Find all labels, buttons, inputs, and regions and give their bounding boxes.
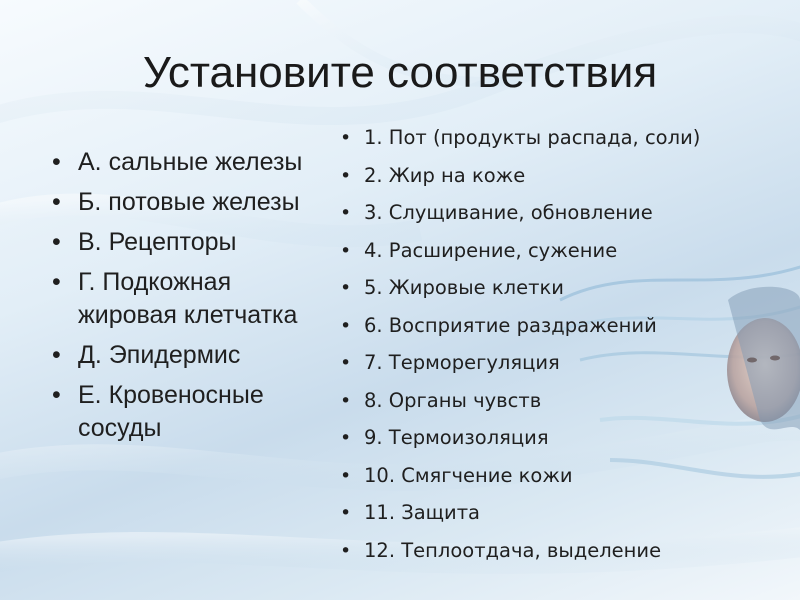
list-item: • Б. потовые железы bbox=[52, 186, 322, 219]
list-item: • 5. Жировые клетки bbox=[338, 276, 778, 314]
list-item: • 1. Пот (продукты распада, соли) bbox=[338, 126, 778, 164]
right-list bbox=[338, 126, 778, 576]
list-item: • Д. Эпидермис bbox=[52, 339, 322, 372]
list-item: • 8. Органы чувств bbox=[338, 389, 778, 427]
list-item: • 6. Восприятие раздражений bbox=[338, 314, 778, 352]
list-item: • 3. Слущивание, обновление bbox=[338, 201, 778, 239]
list-item: • 11. Защита bbox=[338, 501, 778, 539]
slide-title: Установите соответствия bbox=[142, 48, 658, 97]
list-item: • 2. Жир на коже bbox=[338, 164, 778, 202]
list-item: • Е. Кровеносные сосуды bbox=[52, 379, 322, 445]
list-item: • А. сальные железы bbox=[52, 146, 322, 179]
list-item: • 12. Теплоотдача, выделение bbox=[338, 539, 778, 577]
list-item: • 7. Терморегуляция bbox=[338, 351, 778, 389]
list-item: • В. Рецепторы bbox=[52, 226, 322, 259]
left-list bbox=[52, 146, 322, 452]
list-item: • Г. Подкожная жировая клетчатка bbox=[52, 266, 322, 332]
list-item: • 10. Смягчение кожи bbox=[338, 464, 778, 502]
list-item: • 4. Расширение, сужение bbox=[338, 239, 778, 277]
list-item: • 9. Термоизоляция bbox=[338, 426, 778, 464]
